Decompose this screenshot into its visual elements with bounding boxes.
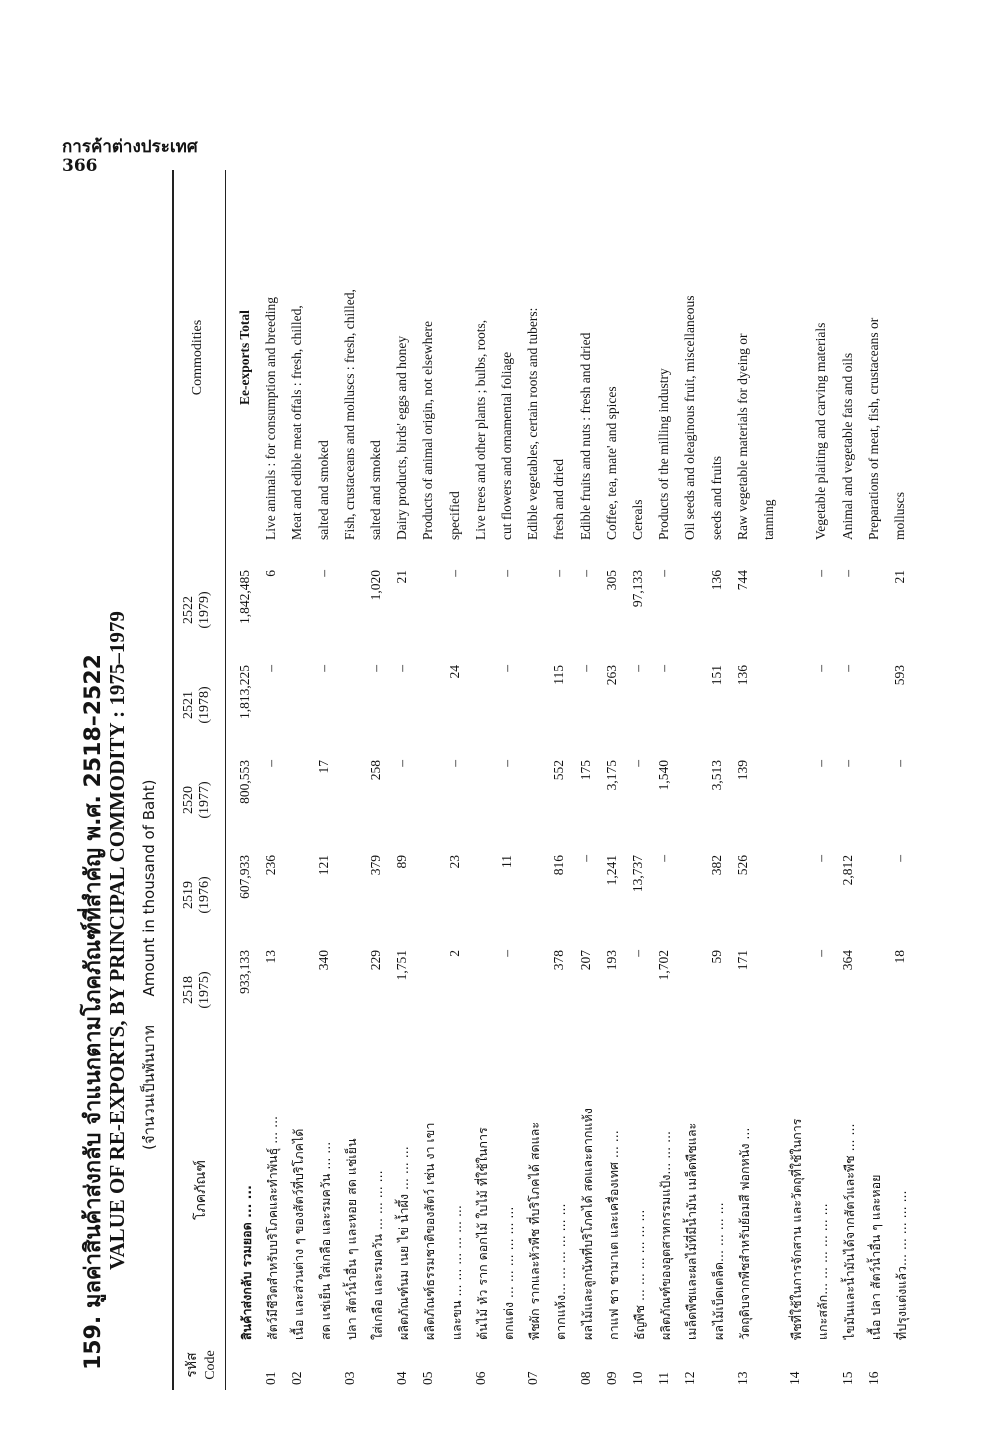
row-value: 193 bbox=[603, 950, 619, 971]
row-value: 258 bbox=[368, 760, 383, 781]
row-value: 89 bbox=[394, 855, 410, 869]
row-value: – bbox=[656, 855, 672, 862]
row-value: 1,842,485 bbox=[237, 570, 252, 624]
row-commodity-thai: ผลไม้และลูกนัทที่บริโภคได้ สดและตากแห้ง bbox=[579, 1108, 595, 1340]
row-value: 1,751 bbox=[394, 950, 410, 981]
row-commodity-en: specified bbox=[446, 491, 462, 540]
row-value: 816 bbox=[551, 855, 567, 876]
row-code: 16 bbox=[865, 1371, 881, 1385]
row-value: 13,737 bbox=[630, 855, 645, 893]
row-value: – bbox=[577, 665, 593, 672]
row-value: 23 bbox=[446, 855, 462, 869]
year-be: 2522 bbox=[181, 596, 196, 624]
row-value: 552 bbox=[551, 760, 567, 781]
row-commodity-en: fresh and dried bbox=[551, 459, 567, 540]
row-commodity-en: Raw vegetable materials for dyeing or bbox=[734, 333, 750, 540]
year-be: 2518 bbox=[181, 976, 196, 1004]
row-value: – bbox=[630, 665, 645, 672]
row-value: 236 bbox=[263, 855, 279, 876]
row-value: – bbox=[499, 760, 514, 767]
row-code: 07 bbox=[525, 1371, 541, 1385]
row-commodity-thai: เนื้อ และส่วนต่าง ๆ ของสัตว์ที่บริโภคได้ bbox=[291, 1128, 307, 1340]
row-value: 136 bbox=[734, 665, 750, 686]
row-commodity-en: Fish, crustaceans and molluscs : fresh, chilled, bbox=[341, 289, 357, 540]
row-value: 526 bbox=[734, 855, 750, 876]
title-thai-text: มูลค่าสินค้าส่งกลับ จำแนกตามโภคภัณฑ์ที่สำคัญ พ.ศ. 2518–2522 bbox=[81, 654, 106, 1309]
row-code: 01 bbox=[263, 1371, 279, 1385]
row-value: 593 bbox=[892, 665, 907, 686]
row-value: 171 bbox=[734, 950, 750, 971]
row-commodity-thai: ผลไม้เบ็ดเตล็ด... ... ... ... bbox=[710, 1202, 726, 1340]
row-value: – bbox=[892, 855, 907, 862]
row-commodity-en: cut flowers and ornamental foliage bbox=[499, 351, 514, 540]
row-code: 13 bbox=[734, 1371, 750, 1385]
row-value: 305 bbox=[603, 570, 619, 591]
row-value: – bbox=[813, 950, 829, 957]
row-code: 10 bbox=[630, 1371, 645, 1385]
row-commodity-en: Meat and edible meat offals : fresh, chilled, bbox=[289, 305, 305, 540]
page-number: 366 bbox=[62, 156, 98, 176]
row-value: 115 bbox=[551, 665, 567, 685]
row-value: 1,241 bbox=[603, 855, 619, 886]
row-value: 2 bbox=[446, 950, 462, 957]
commodity-thai-header: โภคภัณฑ์ bbox=[193, 1160, 209, 1220]
row-commodity-thai: ผลิตภัณฑ์ธรรมชาติของสัตว์ เช่น งา เขา bbox=[422, 1122, 438, 1340]
unit-english: Amount in thousand of Baht) bbox=[140, 779, 158, 997]
row-commodity-thai: ผลิตภัณฑ์ของอุตสาหกรรมแป้ง... ... ... bbox=[658, 1130, 674, 1340]
table-title-english: VALUE OF RE-EXPORTS, BY PRINCIPAL COMMODITY : 1975–1979 bbox=[105, 611, 129, 1270]
row-value: 207 bbox=[577, 950, 593, 971]
row-value: – bbox=[499, 665, 514, 672]
row-commodity-en: tanning bbox=[761, 499, 776, 540]
row-value: – bbox=[315, 665, 331, 672]
row-code: 09 bbox=[603, 1371, 619, 1385]
row-value: 121 bbox=[315, 855, 331, 876]
row-commodity-en: salted and smoked bbox=[368, 440, 383, 540]
row-commodity-thai: กาแฟ ชา ชามาเต และเครื่องเทศ ... ... bbox=[605, 1130, 621, 1340]
row-value: 139 bbox=[734, 760, 750, 781]
row-code: 02 bbox=[289, 1371, 305, 1385]
year-header bbox=[181, 665, 213, 745]
row-value: – bbox=[630, 950, 645, 957]
row-value: – bbox=[839, 665, 855, 672]
row-code: 11 bbox=[656, 1372, 672, 1385]
row-value: – bbox=[577, 570, 593, 577]
commodities-en-header: Commodities bbox=[190, 319, 205, 396]
row-value: 607,933 bbox=[237, 855, 252, 899]
row-value: – bbox=[813, 760, 829, 767]
row-value: 24 bbox=[446, 665, 462, 679]
row-value: 13 bbox=[263, 950, 279, 964]
row-commodity-en: Cereals bbox=[630, 499, 645, 540]
row-commodity-en: molluscs bbox=[892, 491, 907, 540]
row-value: – bbox=[551, 570, 567, 577]
year-ce: (1978) bbox=[197, 686, 212, 724]
row-code: 12 bbox=[682, 1371, 698, 1385]
row-value: – bbox=[839, 760, 855, 767]
row-value: – bbox=[656, 570, 672, 577]
row-value: 378 bbox=[551, 950, 567, 971]
row-code: 06 bbox=[472, 1371, 488, 1385]
rotated-table bbox=[75, 170, 925, 1390]
row-value: – bbox=[263, 665, 279, 672]
row-value: 1,813,225 bbox=[237, 665, 252, 719]
row-value: 1,702 bbox=[656, 950, 672, 981]
row-value: – bbox=[577, 855, 593, 862]
year-ce: (1976) bbox=[197, 876, 212, 914]
row-commodity-thai: สินค้าส่งกลับ รวมยอด ... ... bbox=[239, 1185, 254, 1340]
row-commodity-thai: เมล็ดพืชและผลไม้ที่มีน้ำมัน เมล็ดพืชและ bbox=[684, 1122, 700, 1340]
row-value: – bbox=[499, 950, 514, 957]
row-commodity-thai: วัตถุดิบจากพืชสำหรับย้อมสี ฟอกหนัง ... bbox=[736, 1127, 752, 1340]
row-commodity-en: Products of animal origin, not elsewhere bbox=[420, 321, 436, 540]
row-commodity-en: Ee-exports Total bbox=[237, 310, 252, 405]
row-commodity-thai: สด แช่เย็น ใส่เกลือ และรมควัน ... ... bbox=[317, 1141, 333, 1340]
row-commodity-thai: และขน ... ... ... ... ... ... bbox=[448, 1205, 464, 1340]
row-commodity-thai: ไขมันและน้ำมันได้จากสัตว์และพืช ... ... bbox=[841, 1123, 857, 1340]
row-value: – bbox=[394, 760, 410, 767]
row-commodity-en: Animal and vegetable fats and oils bbox=[839, 352, 855, 540]
row-value: 933,133 bbox=[237, 950, 252, 994]
row-value: 3,513 bbox=[708, 760, 724, 791]
row-value: – bbox=[892, 760, 907, 767]
row-commodity-en: Coffee, tea, mate' and spices bbox=[603, 386, 619, 540]
top-rule bbox=[172, 170, 174, 1390]
row-commodity-en: Live animals : for consumption and breeding bbox=[263, 297, 279, 540]
row-value: – bbox=[839, 570, 855, 577]
row-value: 21 bbox=[394, 570, 410, 584]
row-value: 1,020 bbox=[368, 570, 383, 601]
row-value: 2,812 bbox=[839, 855, 855, 886]
row-value: 6 bbox=[263, 570, 279, 577]
row-commodity-thai: พืชผัก รากและหัวพืช ที่บริโภคได้ สดและ bbox=[527, 1121, 543, 1340]
row-value: – bbox=[499, 570, 514, 577]
row-value: 59 bbox=[708, 950, 724, 964]
row-commodity-en: Dairy products, birds' eggs and honey bbox=[394, 335, 410, 540]
row-commodity-thai: ต้นไม้ หัว ราก ดอกไม้ ใบไม้ ที่ใช้ในการ bbox=[474, 1127, 490, 1340]
row-value: 151 bbox=[708, 665, 724, 686]
row-value: – bbox=[630, 760, 645, 767]
year-ce: (1977) bbox=[197, 781, 212, 819]
row-value: – bbox=[394, 665, 410, 672]
row-commodity-thai: ผลิตภัณฑ์นม เนย ไข่ น้ำผึ้ง ... ... ... bbox=[396, 1146, 412, 1340]
row-code: 05 bbox=[420, 1371, 436, 1385]
row-value: – bbox=[813, 855, 829, 862]
page-section-title: การค้าต่างประเทศ bbox=[62, 137, 198, 157]
row-commodity-en: Edible vegetables, certain roots and tubers: bbox=[525, 307, 541, 540]
row-value: – bbox=[315, 570, 331, 577]
row-value: 21 bbox=[892, 570, 907, 584]
row-value: – bbox=[368, 665, 383, 672]
year-header bbox=[181, 570, 213, 650]
year-header bbox=[181, 950, 213, 1030]
unit-thai: (จำนวนเป็นพันบาท bbox=[140, 1025, 158, 1150]
row-value: 744 bbox=[734, 570, 750, 591]
row-value: 263 bbox=[603, 665, 619, 686]
year-be: 2520 bbox=[181, 786, 196, 814]
year-be: 2521 bbox=[181, 691, 196, 719]
year-ce: (1979) bbox=[197, 591, 212, 629]
row-value: – bbox=[813, 665, 829, 672]
row-commodity-thai: ตากแห้ง... ... ... ... ... ... bbox=[553, 1203, 569, 1340]
row-commodity-thai: พืชที่ใช้ในการจักสาน และวัตถุที่ใช้ในการ bbox=[789, 1118, 805, 1340]
year-be: 2519 bbox=[181, 881, 196, 909]
row-commodity-thai: สัตว์มีชีวิตสำหรับบริโภคและทำพันธุ์ ... ... bbox=[265, 1115, 281, 1340]
row-value: 17 bbox=[315, 760, 331, 774]
row-value: 382 bbox=[708, 855, 724, 876]
row-commodity-thai: แกะสลัก... ... ... ... ... ... bbox=[815, 1203, 831, 1340]
row-commodity-thai: ที่ปรุงแต่งแล้ว... ... ... ... ... bbox=[894, 1190, 909, 1340]
row-code: 08 bbox=[577, 1371, 593, 1385]
row-commodity-en: salted and smoked bbox=[315, 440, 331, 540]
row-value: 229 bbox=[368, 950, 383, 971]
code-header-en: Code bbox=[203, 1350, 218, 1380]
row-commodity-thai: ปลา สัตว์น้ำอื่น ๆ และหอย สด แช่เย็น bbox=[343, 1138, 359, 1340]
code-header bbox=[181, 1345, 219, 1385]
row-code: 14 bbox=[787, 1371, 803, 1385]
row-value: 18 bbox=[892, 950, 907, 964]
row-commodity-thai: ใส่เกลือ และรมควัน ... ... ... ... bbox=[370, 1170, 385, 1340]
row-value: 97,133 bbox=[630, 570, 645, 608]
row-value: – bbox=[263, 760, 279, 767]
row-value: 175 bbox=[577, 760, 593, 781]
year-header bbox=[181, 760, 213, 840]
row-code: 03 bbox=[341, 1371, 357, 1385]
row-value: 340 bbox=[315, 950, 331, 971]
row-commodity-en: seeds and fruits bbox=[708, 456, 724, 540]
row-commodity-thai: ธัญพืช ... ... ... ... ... ... bbox=[632, 1209, 647, 1340]
row-value: – bbox=[813, 570, 829, 577]
table-number: 159. bbox=[81, 1315, 106, 1370]
row-value: 1,540 bbox=[656, 760, 672, 791]
row-commodity-thai: ตกแต่ง ... ... ... ... ... ... bbox=[501, 1206, 516, 1340]
row-value: 800,553 bbox=[237, 760, 252, 804]
row-commodity-en: Live trees and other plants ; bulbs, roots, bbox=[472, 319, 488, 540]
row-value: 364 bbox=[839, 950, 855, 971]
header-rule bbox=[225, 170, 226, 1390]
row-value: 136 bbox=[708, 570, 724, 591]
row-value: 11 bbox=[499, 855, 514, 868]
unit-note bbox=[137, 780, 161, 1150]
row-value: – bbox=[446, 570, 462, 577]
row-value: – bbox=[656, 665, 672, 672]
row-commodity-en: Vegetable plaiting and carving materials bbox=[813, 322, 829, 540]
row-commodity-en: Edible fruits and nuts : fresh and dried bbox=[577, 332, 593, 540]
code-header-thai: รหัส bbox=[185, 1352, 200, 1378]
year-ce: (1975) bbox=[197, 971, 212, 1009]
row-commodity-en: Preparations of meat, fish, crustaceans or bbox=[865, 317, 881, 540]
row-value: 3,175 bbox=[603, 760, 619, 791]
row-value: 379 bbox=[368, 855, 383, 876]
row-commodity-en: Products of the milling industry bbox=[656, 368, 672, 540]
row-value: – bbox=[446, 760, 462, 767]
row-commodity-thai: เนื้อ ปลา สัตว์น้ำอื่น ๆ และหอย bbox=[867, 1174, 883, 1340]
row-code: 04 bbox=[394, 1371, 410, 1385]
row-code: 15 bbox=[839, 1371, 855, 1385]
row-commodity-en: Oil seeds and oleaginous fruit, miscellaneous bbox=[682, 295, 698, 540]
year-header bbox=[181, 855, 213, 935]
